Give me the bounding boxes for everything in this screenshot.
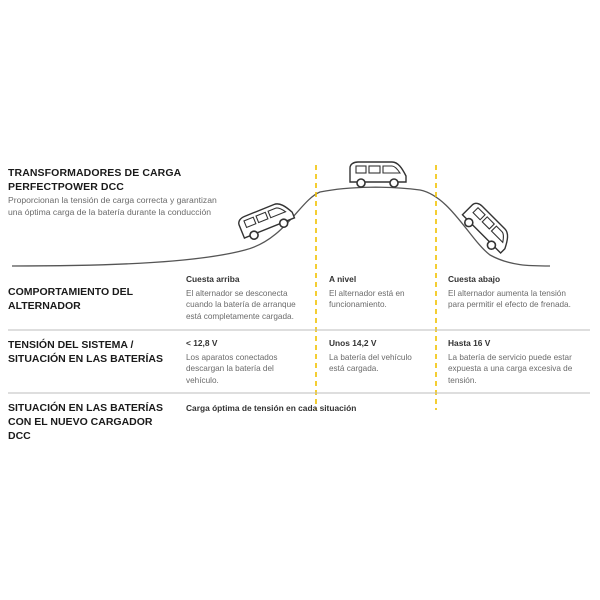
cell-downhill-voltage [448,338,593,386]
cell-text: La batería del vehículo [329,352,412,362]
row-label-line: ALTERNADOR [8,300,81,312]
subtitle-line-2: una óptima carga de la batería durante la conducción [8,207,212,217]
cell-heading: Hasta 16 V [448,338,491,348]
cell-text: está completamente cargada. [186,311,294,321]
cell-heading: < 12,8 V [186,338,218,348]
cell-text: El alternador se desconecta [186,288,288,298]
cell-text: descargan la batería del [186,364,274,373]
row-label-line: CON EL NUEVO CARGADOR [8,416,153,428]
cell-text: para permitir el efecto de frenada. [448,300,571,309]
cell-text: expuesta a una carga excesiva de [448,364,573,373]
cell-text: está cargada. [329,364,379,373]
row-label-line: COMPORTAMIENTO DEL [8,286,134,298]
cell-heading: Cuesta arriba [186,274,240,284]
cell-uphill-alternator [186,274,314,322]
row-label-voltage [8,338,178,366]
van-level-icon [350,162,406,187]
row-label-alternator [8,285,178,313]
cell-text: funcionamiento. [329,300,387,309]
cell-level-voltage [329,338,457,375]
cell-level-alternator [329,274,457,311]
cell-heading: Cuesta abajo [448,274,501,284]
cell-heading: Unos 14,2 V [329,338,377,348]
title-line-1: TRANSFORMADORES DE CARGA [8,167,182,179]
cell-text: La batería de servicio puede estar [448,352,572,362]
row-label-line: TENSIÓN DEL SISTEMA / [8,339,134,351]
dcc-result-text: Carga óptima de tensión en cada situación [186,403,357,413]
cell-text: tensión. [448,375,477,385]
diagram-subtitle [8,194,248,218]
row-label-line: DCC [8,430,31,442]
cell-text: El alternador aumenta la tensión [448,288,566,298]
subtitle-line-1: Proporcionan la tensión de carga correcta y garantizan [8,195,217,205]
cell-downhill-alternator [448,274,593,311]
row-label-line: SITUACIÓN EN LAS BATERÍAS [8,402,163,414]
cell-text: Los aparatos conectados [186,352,278,362]
row-label-dcc [8,401,178,443]
title-line-2: PERFECTPOWER DCC [8,181,124,193]
cell-uphill-voltage [186,338,314,386]
cell-heading: A nivel [329,274,357,284]
cell-text: El alternador está en [329,288,405,298]
diagram-title [8,166,248,194]
cell-text: cuando la batería de arranque [186,300,296,309]
row-label-line: SITUACIÓN EN LAS BATERÍAS [8,353,163,365]
van-downhill-icon [459,201,515,257]
cell-text: vehículo. [186,375,219,385]
